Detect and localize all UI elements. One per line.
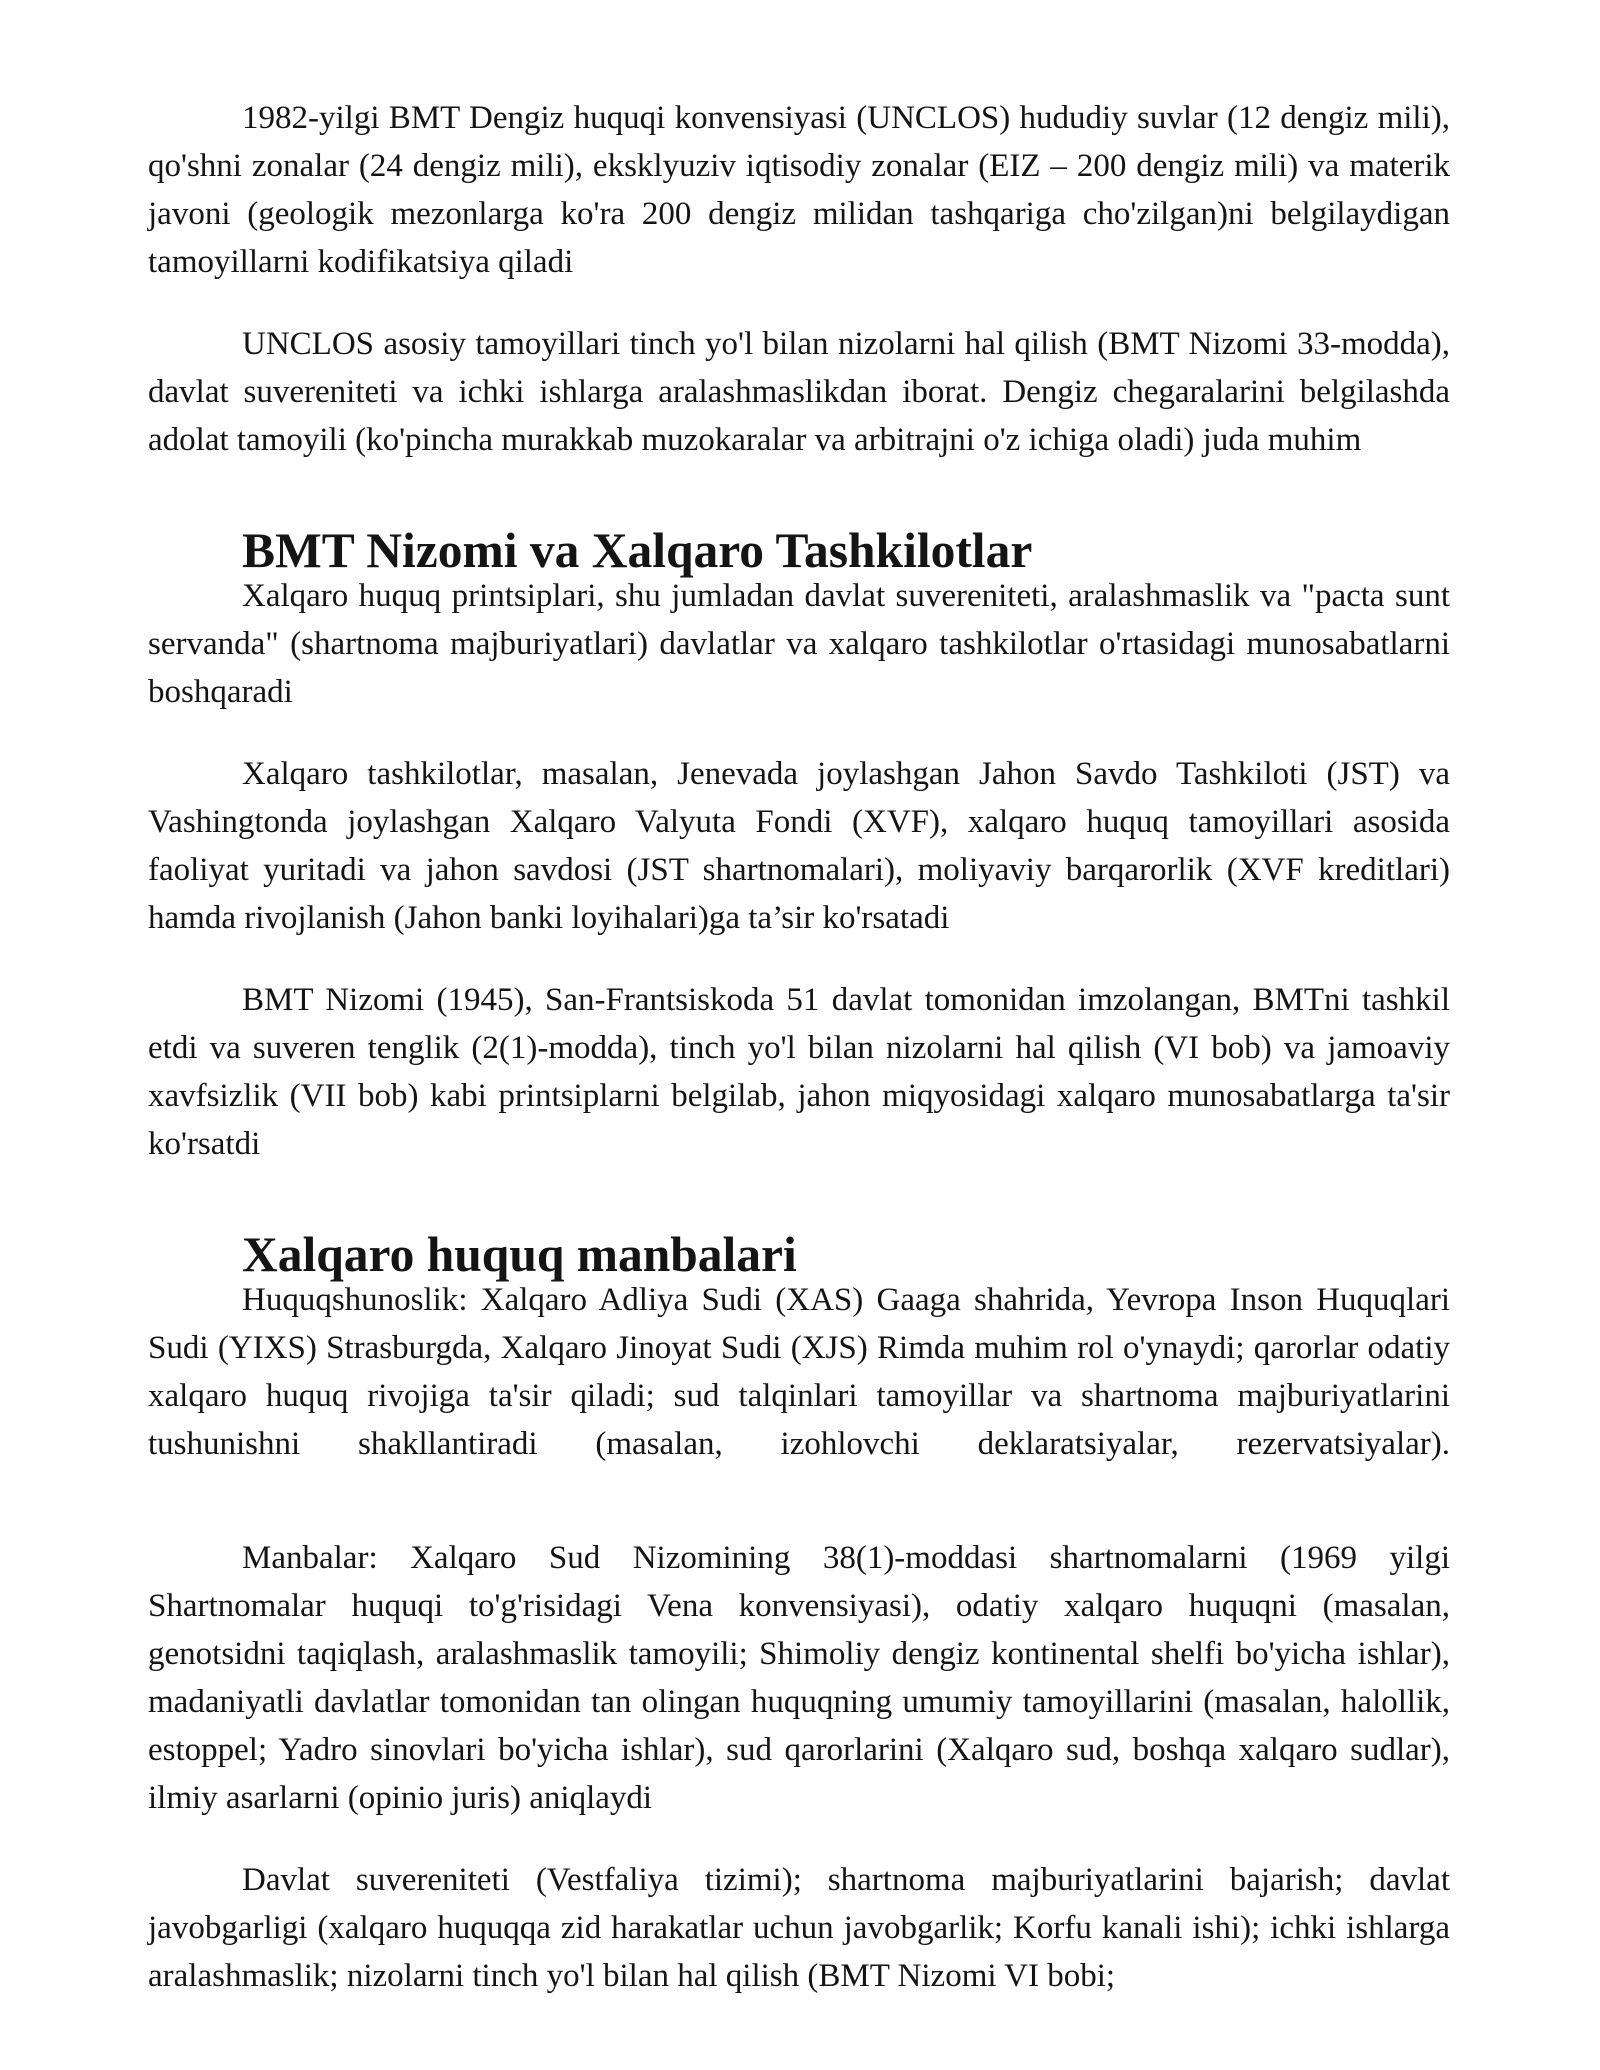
paragraph-jurisprudence: Huquqshunoslik: Xalqaro Adliya Sudi (XAS) Gaaga shahrida, Yevropa Inson Huquqlari Sudi (YIXS) Strasburgda, Xalqaro Jinoyat Sudi (XJS) Rimda muhim rol o'ynaydi; qarorlar odatiy xalqaro huquq rivojiga ta'sir qiladi; sud talqinlari tamoyillar va shartnoma majburiyatlarini tushunishni shakllantiradi (masalan, izohlovchi deklaratsiyalar, rezervatsiyalar). bbox=[148, 1282, 1450, 1462]
paragraph-intl-law-principles: Xalqaro huquq printsiplari, shu jumladan davlat suvereniteti, aralashmaslik va "pacta sunt servanda" (shartnoma majburiyatlari) davlatlar va xalqaro tashkilotlar o'rtasidagi munosabatlarni boshqaradi bbox=[148, 578, 1450, 710]
paragraph-state-sovereignty: Davlat suvereniteti (Vestfaliya tizimi); shartnoma majburiyatlarini bajarish; davlat javobgarligi (xalqaro huquqqa zid harakatlar uchun javobgarlik; Korfu kanali ishi); ichki ishlarga aralashmaslik; nizolarni tinch yo'l bilan hal qilish (BMT Nizomi VI bobi; bbox=[148, 1862, 1450, 1994]
section-heading-un-charter: BMT Nizomi va Xalqaro Tashkilotlar bbox=[242, 523, 1033, 578]
paragraph-unclos-intro: 1982-yilgi BMT Dengiz huquqi konvensiyasi (UNCLOS) hududiy suvlar (12 dengiz mili), qo'shni zonalar (24 dengiz mili), eksklyuziv iqtisodiy zonalar (EIZ – 200 dengiz mili) va materik javoni (geologik mezonlarga ko'ra 200 dengiz milidan tashqariga cho'zilgan)ni belgilaydigan tamoyillarni kodifikatsiya qiladi bbox=[148, 100, 1450, 280]
document-page bbox=[148, 94, 1450, 2000]
paragraph-intl-organizations: Xalqaro tashkilotlar, masalan, Jenevada joylashgan Jahon Savdo Tashkiloti (JST) va Vashingtonda joylashgan Xalqaro Valyuta Fondi (XVF), xalqaro huquq tamoyillari asosida faoliyat yuritadi va jahon savdosi (JST shartnomalari), moliyaviy barqarorlik (XVF kreditlari) hamda rivojlanish (Jahon banki loyihalari)ga ta’sir ko'rsatadi bbox=[148, 756, 1450, 936]
paragraph-un-charter-1945: BMT Nizomi (1945), San-Frantsiskoda 51 davlat tomonidan imzolangan, BMTni tashkil etdi va suveren tenglik (2(1)-modda), tinch yo'l bilan nizolarni hal qilish (VI bob) va jamoaviy xavfsizlik (VII bob) kabi printsiplarni belgilab, jahon miqyosidagi xalqaro munosabatlarga ta'sir ko'rsatdi bbox=[148, 982, 1450, 1162]
section-heading-sources: Xalqaro huquq manbalari bbox=[242, 1227, 797, 1282]
paragraph-unclos-principles: UNCLOS asosiy tamoyillari tinch yo'l bilan nizolarni hal qilish (BMT Nizomi 33-modda), davlat suvereniteti va ichki ishlarga aralashmaslikdan iborat. Dengiz chegaralarini belgilashda adolat tamoyili (ko'pincha murakkab muzokaralar va arbitrajni o'z ichiga oladi) juda muhim bbox=[148, 326, 1450, 458]
paragraph-sources-article-38: Manbalar: Xalqaro Sud Nizomining 38(1)-moddasi shartnomalarni (1969 yilgi Shartnomalar huquqi to'g'risidagi Vena konvensiyasi), odatiy xalqaro huquqni (masalan, genotsidni taqiqlash, aralashmaslik tamoyili; Shimoliy dengiz kontinental shelfi bo'yicha ishlar), madaniyatli davlatlar tomonidan tan olingan huquqning umumiy tamoyillarini (masalan, halollik, estoppel; Yadro sinovlari bo'yicha ishlar), sud qarorlarini (Xalqaro sud, boshqa xalqaro sudlar), ilmiy asarlarni (opinio juris) aniqlaydi bbox=[148, 1540, 1450, 1816]
